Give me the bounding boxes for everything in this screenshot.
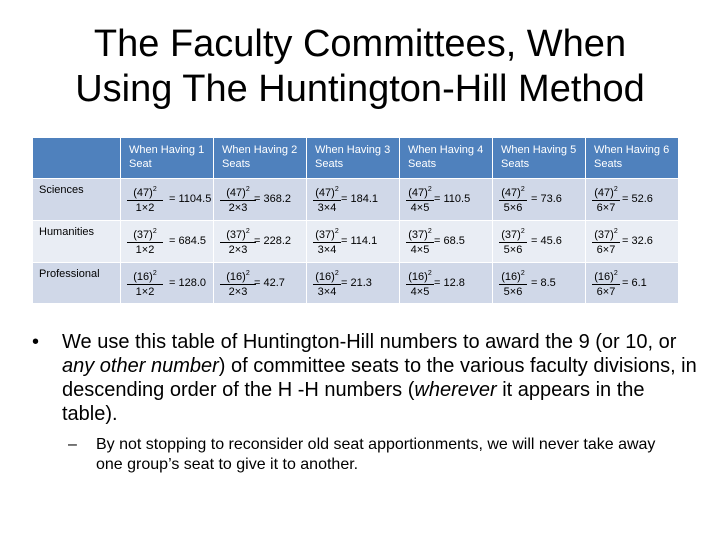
- numerator-exponent: 2: [245, 270, 250, 277]
- hh-value: = 684.5: [169, 235, 207, 247]
- column-header: When Having 4 Seats: [400, 138, 493, 179]
- fraction-bar: [499, 242, 527, 243]
- table-cell: [493, 221, 586, 263]
- column-header: When Having 5 Seats: [493, 138, 586, 179]
- numerator-exponent: 2: [520, 270, 525, 277]
- fraction-bar: [406, 242, 434, 243]
- column-header: When Having 2 Seats: [214, 138, 307, 179]
- main-bullet-text-1: We use this table of Huntington-Hill numbers to award the 9 (or 10, or: [62, 331, 677, 353]
- title-line-2: Using The Huntington-Hill Method: [75, 68, 645, 110]
- table-cell: [493, 179, 586, 221]
- numerator-exponent: 2: [613, 228, 618, 235]
- fraction-numerator: [406, 186, 434, 199]
- row-label: Sciences: [33, 179, 121, 221]
- hh-value: = 45.6: [531, 235, 562, 247]
- numerator-base: (37): [408, 229, 428, 241]
- table-corner-cell: [33, 138, 121, 179]
- table-cell: [307, 179, 400, 221]
- fraction-bar: [220, 242, 256, 243]
- fraction-denominator: 1×2: [135, 286, 155, 298]
- hh-value: = 32.6: [622, 235, 653, 247]
- fraction: [406, 228, 434, 256]
- table-cell: [121, 179, 214, 221]
- table-cell: [586, 263, 679, 304]
- hh-value: = 12.8: [434, 277, 465, 289]
- hh-value: = 368.2: [254, 193, 292, 205]
- numerator-exponent: 2: [152, 270, 157, 277]
- fraction: [499, 186, 527, 214]
- hh-value: = 1104.5: [169, 193, 212, 205]
- fraction-denominator: 3×4: [317, 202, 337, 214]
- fraction-numerator: [313, 186, 341, 199]
- fraction: [499, 228, 527, 256]
- numerator-exponent: 2: [245, 186, 250, 193]
- slide-title: [0, 22, 720, 112]
- fraction-denominator: 5×6: [503, 244, 523, 256]
- main-bullet-emphasis-2: wherever: [414, 379, 497, 401]
- table-cell: [586, 179, 679, 221]
- fraction: [127, 228, 163, 256]
- numerator-base: (47): [501, 187, 521, 199]
- numerator-base: (16): [133, 271, 153, 283]
- fraction-numerator: [313, 270, 341, 283]
- fraction-numerator: [499, 228, 527, 241]
- row-label: Professional: [33, 263, 121, 304]
- table-cell: [214, 221, 307, 263]
- fraction-denominator: 1×2: [135, 244, 155, 256]
- numerator-base: (37): [501, 229, 521, 241]
- numerator-base: (37): [226, 229, 246, 241]
- hh-value: = 6.1: [622, 277, 647, 289]
- hh-value: = 21.3: [341, 277, 372, 289]
- fraction-denominator: 5×6: [503, 202, 523, 214]
- numerator-base: (47): [133, 187, 153, 199]
- main-bullet-text-3: it appears in the table).: [62, 379, 645, 425]
- fraction-denominator: 2×3: [228, 286, 248, 298]
- column-header: When Having 6 Seats: [586, 138, 679, 179]
- numerator-base: (16): [594, 271, 614, 283]
- numerator-exponent: 2: [427, 186, 432, 193]
- table-cell: [586, 221, 679, 263]
- fraction-numerator: [499, 270, 527, 283]
- fraction-denominator: 5×6: [503, 286, 523, 298]
- fraction-numerator: [220, 228, 256, 241]
- table-cell: [400, 221, 493, 263]
- hh-value: = 184.1: [341, 193, 379, 205]
- numerator-base: (47): [408, 187, 428, 199]
- row-label: Humanities: [33, 221, 121, 263]
- numerator-exponent: 2: [245, 228, 250, 235]
- fraction-denominator: 3×4: [317, 244, 337, 256]
- hh-value: = 228.2: [254, 235, 292, 247]
- fraction-numerator: [313, 228, 341, 241]
- numerator-exponent: 2: [334, 186, 339, 193]
- sub-bullet: [28, 435, 676, 475]
- table-cell: [214, 263, 307, 304]
- main-bullet-text-2: ) of committee seats to the various faculty divisions, in descending order of the H -H numbers (: [62, 355, 697, 401]
- table-cell: [307, 221, 400, 263]
- hh-value: = 73.6: [531, 193, 562, 205]
- table-row: [33, 179, 679, 221]
- fraction-numerator: [592, 270, 620, 283]
- bullet-list: [28, 330, 698, 475]
- fraction: [127, 270, 163, 298]
- hh-value: = 8.5: [531, 277, 556, 289]
- fraction-bar: [313, 284, 341, 285]
- fraction: [406, 186, 434, 214]
- numerator-base: (37): [133, 229, 153, 241]
- fraction-numerator: [406, 270, 434, 283]
- numerator-exponent: 2: [152, 186, 157, 193]
- fraction: [592, 228, 620, 256]
- table-cell: [121, 221, 214, 263]
- numerator-base: (16): [501, 271, 521, 283]
- fraction-denominator: 4×5: [410, 202, 430, 214]
- table-row: [33, 221, 679, 263]
- fraction: [220, 228, 256, 256]
- fraction-numerator: [592, 186, 620, 199]
- numerator-exponent: 2: [334, 228, 339, 235]
- fraction-bar: [220, 200, 256, 201]
- fraction-numerator: [220, 270, 256, 283]
- fraction: [406, 270, 434, 298]
- fraction: [499, 270, 527, 298]
- fraction-denominator: 2×3: [228, 202, 248, 214]
- sub-bullet-marker: –: [68, 436, 77, 453]
- fraction-bar: [499, 200, 527, 201]
- fraction-numerator: [127, 270, 163, 283]
- fraction-bar: [592, 284, 620, 285]
- fraction-numerator: [406, 228, 434, 241]
- numerator-base: (16): [315, 271, 335, 283]
- fraction-bar: [592, 200, 620, 201]
- fraction: [220, 186, 256, 214]
- fraction-denominator: 3×4: [317, 286, 337, 298]
- numerator-exponent: 2: [613, 186, 618, 193]
- table-row: [33, 263, 679, 304]
- column-header: When Having 1 Seat: [121, 138, 214, 179]
- numerator-base: (16): [408, 271, 428, 283]
- numerator-base: (37): [315, 229, 335, 241]
- fraction-bar: [592, 242, 620, 243]
- hh-value: = 42.7: [254, 277, 285, 289]
- numerator-base: (47): [315, 187, 335, 199]
- fraction-denominator: 4×5: [410, 286, 430, 298]
- fraction-bar: [406, 284, 434, 285]
- column-header: When Having 3 Seats: [307, 138, 400, 179]
- main-bullet-emphasis-1: any other number: [62, 355, 219, 377]
- table-cell: [121, 263, 214, 304]
- hh-value: = 128.0: [169, 277, 207, 289]
- fraction-numerator: [499, 186, 527, 199]
- table-cell: [307, 263, 400, 304]
- table-cell: [493, 263, 586, 304]
- fraction-numerator: [127, 228, 163, 241]
- table-cell: [400, 263, 493, 304]
- fraction-numerator: [592, 228, 620, 241]
- fraction-numerator: [220, 186, 256, 199]
- fraction-denominator: 4×5: [410, 244, 430, 256]
- fraction-numerator: [127, 186, 163, 199]
- fraction-denominator: 6×7: [596, 244, 616, 256]
- fraction: [592, 186, 620, 214]
- hh-value: = 52.6: [622, 193, 653, 205]
- hh-value: = 68.5: [434, 235, 465, 247]
- table-cell: [400, 179, 493, 221]
- numerator-exponent: 2: [152, 228, 157, 235]
- title-line-1: The Faculty Committees, When: [93, 23, 627, 65]
- fraction-bar: [127, 200, 163, 201]
- fraction: [592, 270, 620, 298]
- hh-value: = 114.1: [341, 235, 378, 247]
- fraction-denominator: 6×7: [596, 202, 616, 214]
- fraction-denominator: 2×3: [228, 244, 248, 256]
- numerator-base: (47): [226, 187, 246, 199]
- hh-value: = 110.5: [434, 193, 471, 205]
- fraction: [313, 228, 341, 256]
- fraction-bar: [406, 200, 434, 201]
- huntington-hill-table: [32, 137, 679, 304]
- fraction: [313, 186, 341, 214]
- fraction-bar: [313, 242, 341, 243]
- table-header-row: [33, 138, 679, 179]
- numerator-base: (16): [226, 271, 246, 283]
- fraction: [313, 270, 341, 298]
- main-bullet: [28, 330, 698, 426]
- fraction: [220, 270, 256, 298]
- sub-bullet-text: By not stopping to reconsider old seat apportionments, we will never take away one group’s seat to give it to another.: [96, 436, 656, 473]
- table-cell: [214, 179, 307, 221]
- numerator-exponent: 2: [520, 228, 525, 235]
- fraction: [127, 186, 163, 214]
- numerator-exponent: 2: [334, 270, 339, 277]
- numerator-base: (47): [594, 187, 614, 199]
- fraction-bar: [127, 284, 163, 285]
- bullet-marker: •: [32, 331, 40, 353]
- fraction-bar: [220, 284, 256, 285]
- numerator-exponent: 2: [613, 270, 618, 277]
- fraction-bar: [127, 242, 163, 243]
- numerator-exponent: 2: [427, 228, 432, 235]
- fraction-denominator: 1×2: [135, 202, 155, 214]
- numerator-exponent: 2: [520, 186, 525, 193]
- fraction-denominator: 6×7: [596, 286, 616, 298]
- numerator-base: (37): [594, 229, 614, 241]
- fraction-bar: [313, 200, 341, 201]
- fraction-bar: [499, 284, 527, 285]
- numerator-exponent: 2: [427, 270, 432, 277]
